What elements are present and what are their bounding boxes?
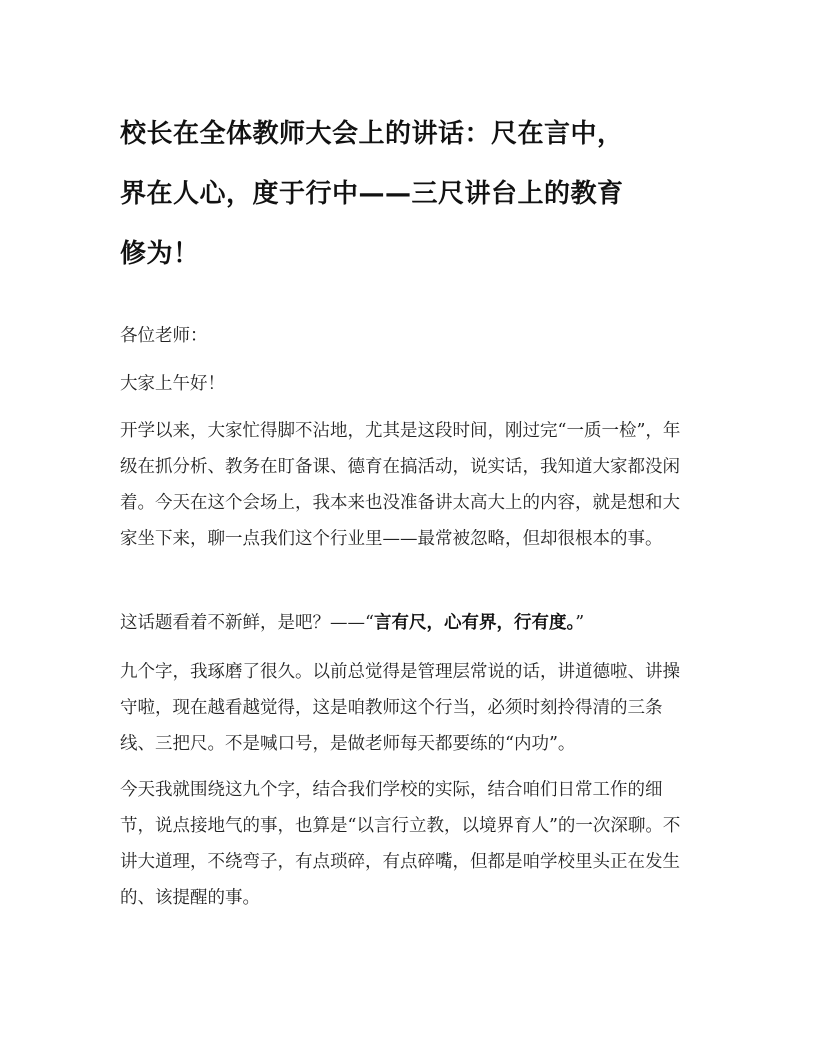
title-line-3: 修为！ bbox=[120, 239, 200, 269]
title-line-1: 校长在全体教师大会上的讲话：尺在言中， bbox=[120, 119, 624, 149]
paragraph-3: 九个字，我琢磨了很久。以前总觉得是管理层常说的话，讲道德啦、讲操守啦，现在越看越觉得，这是咱教师这个行当，必须时刻拎得清的三条线、三把尺。不是喊口号，是做老师每天都要练的“内功”。 bbox=[120, 662, 680, 754]
paragraph-1: 开学以来，大家忙得脚不沾地，尤其是这段时间，刚过完“一质一检”，年级在抓分析、教务在盯备课、德育在搞活动，说实话，我知道大家都没闲着。今天在这个会场上，我本来也没准备讲太高大上的内容，就是想和大家坐下来，聊一点我们这个行业里——最常被忽略，但却很根本的事。 bbox=[120, 421, 681, 549]
paragraph-2-suffix: ” bbox=[575, 613, 585, 633]
document-title bbox=[120, 104, 700, 284]
paragraph-2 bbox=[120, 605, 692, 641]
salutation: 各位老师： bbox=[120, 326, 208, 346]
paragraph-4: 今天我就围绕这九个字，结合我们学校的实际，结合咱们日常工作的细节，说点接地气的事，也算是“以言行立教，以境界育人”的一次深聊。不讲大道理，不绕弯子，有点琐碎，有点碎嘴，但都是咱学校里头正在发生的、该提醒的事。 bbox=[120, 780, 681, 908]
greeting: 大家上午好！ bbox=[120, 374, 225, 394]
paragraph-2-prefix: 这话题看着不新鲜，是吧？——“ bbox=[120, 613, 374, 633]
title-line-2: 界在人心，度于行中——三尺讲台上的教育 bbox=[120, 179, 624, 209]
key-phrase: 言有尺，心有界，行有度。 bbox=[373, 613, 576, 633]
